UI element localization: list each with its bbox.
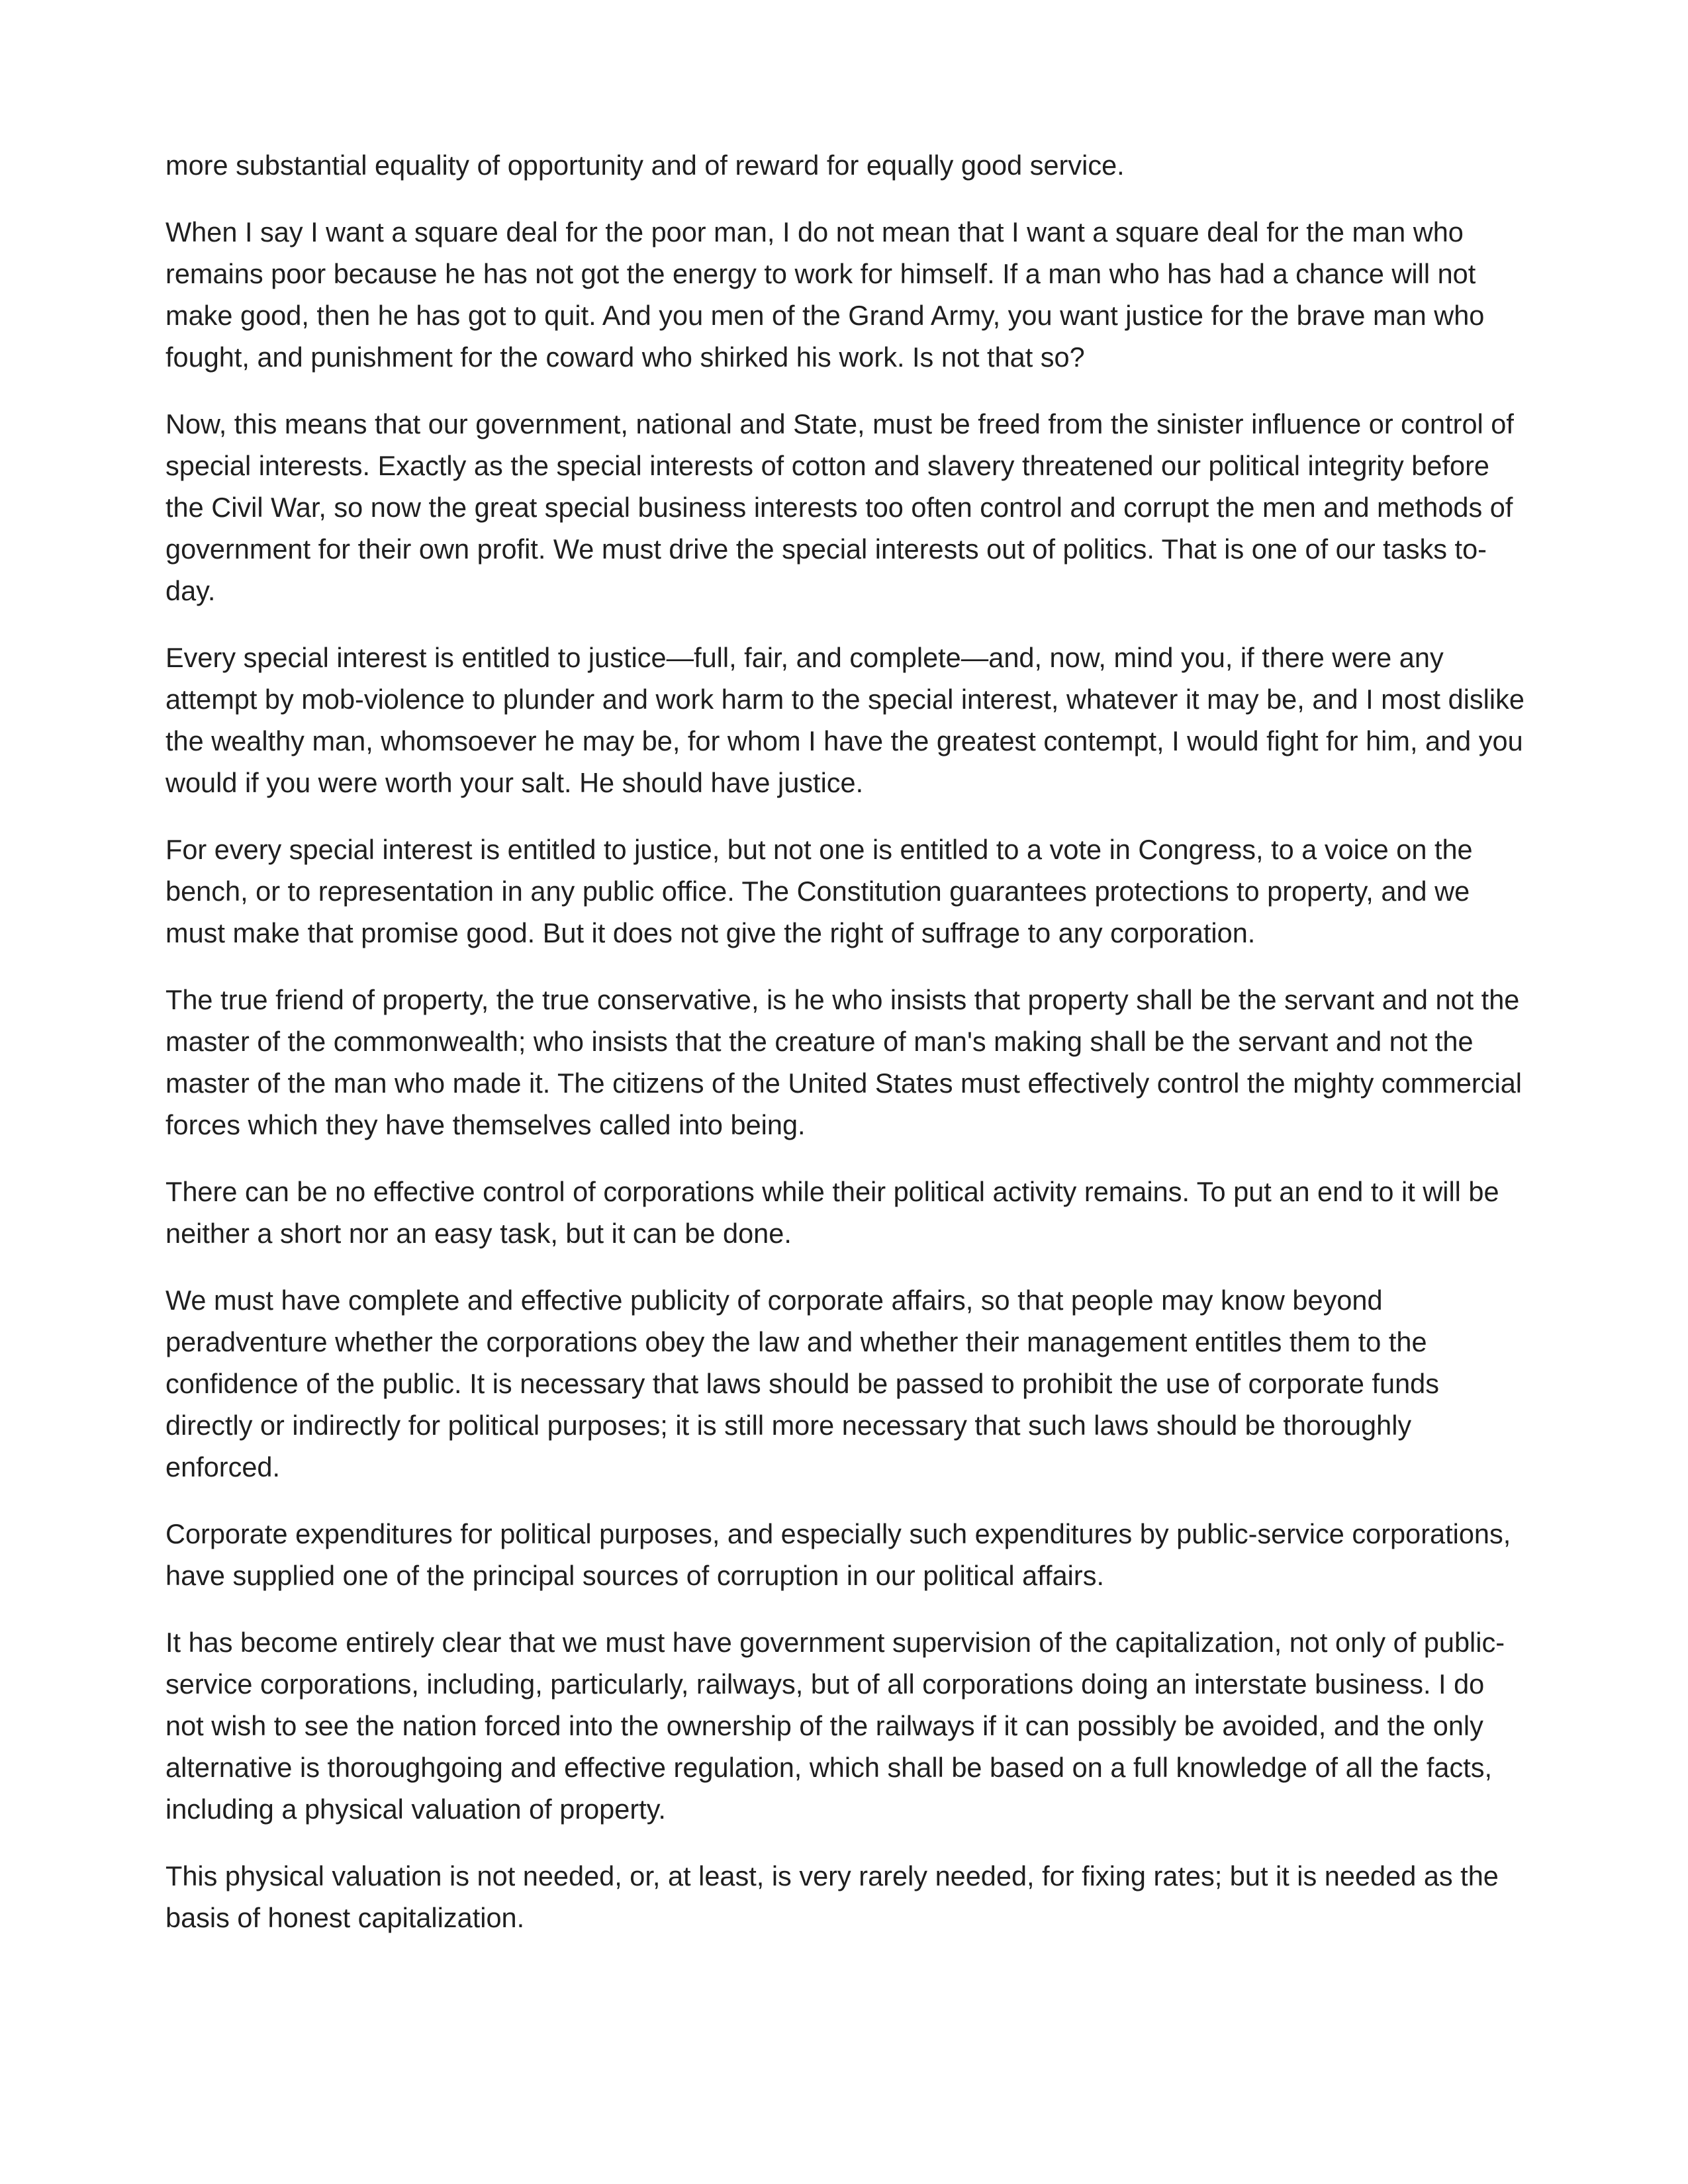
paragraph-8: We must have complete and effective publicity of corporate affairs, so that people may know beyond peradventure whether the corporations obey the law and whether their management entitles them to the confidence of the public. It is necessary that laws should be passed to prohibit the use of corporate funds directly or indirectly for political purposes; it is still more necessary that such laws should be thoroughly enforced. (165, 1285, 1439, 1482)
paragraph-1: more substantial equality of opportunity and of reward for equally good service. (165, 150, 1125, 181)
paragraph-3: Now, this means that our government, national and State, must be freed from the sinister influence or control of special interests. Exactly as the special interests of cotton and slavery threatened our political integrity before the Civil War, so now the great special business interests too often control and corrupt the men and methods of government for their own profit. We must drive the special interests out of politics. That is one of our tasks to-day. (165, 408, 1514, 606)
paragraph-10: It has become entirely clear that we must have government supervision of the capitalization, not only of public-service corporations, including, particularly, railways, but of all corporations doing an interstate business. I do not wish to see the nation forced into the ownership of the railways if it can possibly be avoided, and the only alternative is thoroughgoing and effective regulation, which shall be based on a full knowledge of all the facts, including a physical valuation of property. (165, 1627, 1505, 1825)
paragraph-2: When I say I want a square deal for the poor man, I do not mean that I want a square deal for the man who remains poor because he has not got the energy to work for himself. If a man who has had a chance will not make good, then he has got to quit. And you men of the Grand Army, you want justice for the brave man who fought, and punishment for the coward who shirked his work. Is not that so? (165, 216, 1485, 373)
paragraph-9: Corporate expenditures for political purposes, and especially such expenditures by public-service corporations, have supplied one of the principal sources of corruption in our political affairs. (165, 1518, 1511, 1591)
paragraph-6: The true friend of property, the true conservative, is he who insists that property shall be the servant and not the master of the commonwealth; who insists that the creature of man's making shall be the servant and not the master of the man who made it. The citizens of the United States must effectively control the mighty commercial forces which they have themselves called into being. (165, 984, 1523, 1140)
paragraph-4: Every special interest is entitled to justice—full, fair, and complete—and, now, mind you, if there were any attempt by mob-violence to plunder and work harm to the special interest, whatever it may be, and I most dislike the wealthy man, whomsoever he may be, for whom I have the greatest contempt, I would fight for him, and you would if you were worth your salt. He should have justice. (165, 642, 1524, 798)
document-body (165, 144, 1529, 1964)
paragraph-7: There can be no effective control of corporations while their political activity remains. To put an end to it will be neither a short nor an easy task, but it can be done. (165, 1176, 1499, 1249)
paragraph-11: This physical valuation is not needed, or, at least, is very rarely needed, for fixing rates; but it is needed as the basis of honest capitalization. (165, 1860, 1499, 1933)
paragraph-5: For every special interest is entitled to justice, but not one is entitled to a vote in Congress, to a voice on the bench, or to representation in any public office. The Constitution guarantees protections to property, and we must make that promise good. But it does not give the right of suffrage to any corporation. (165, 834, 1473, 948)
